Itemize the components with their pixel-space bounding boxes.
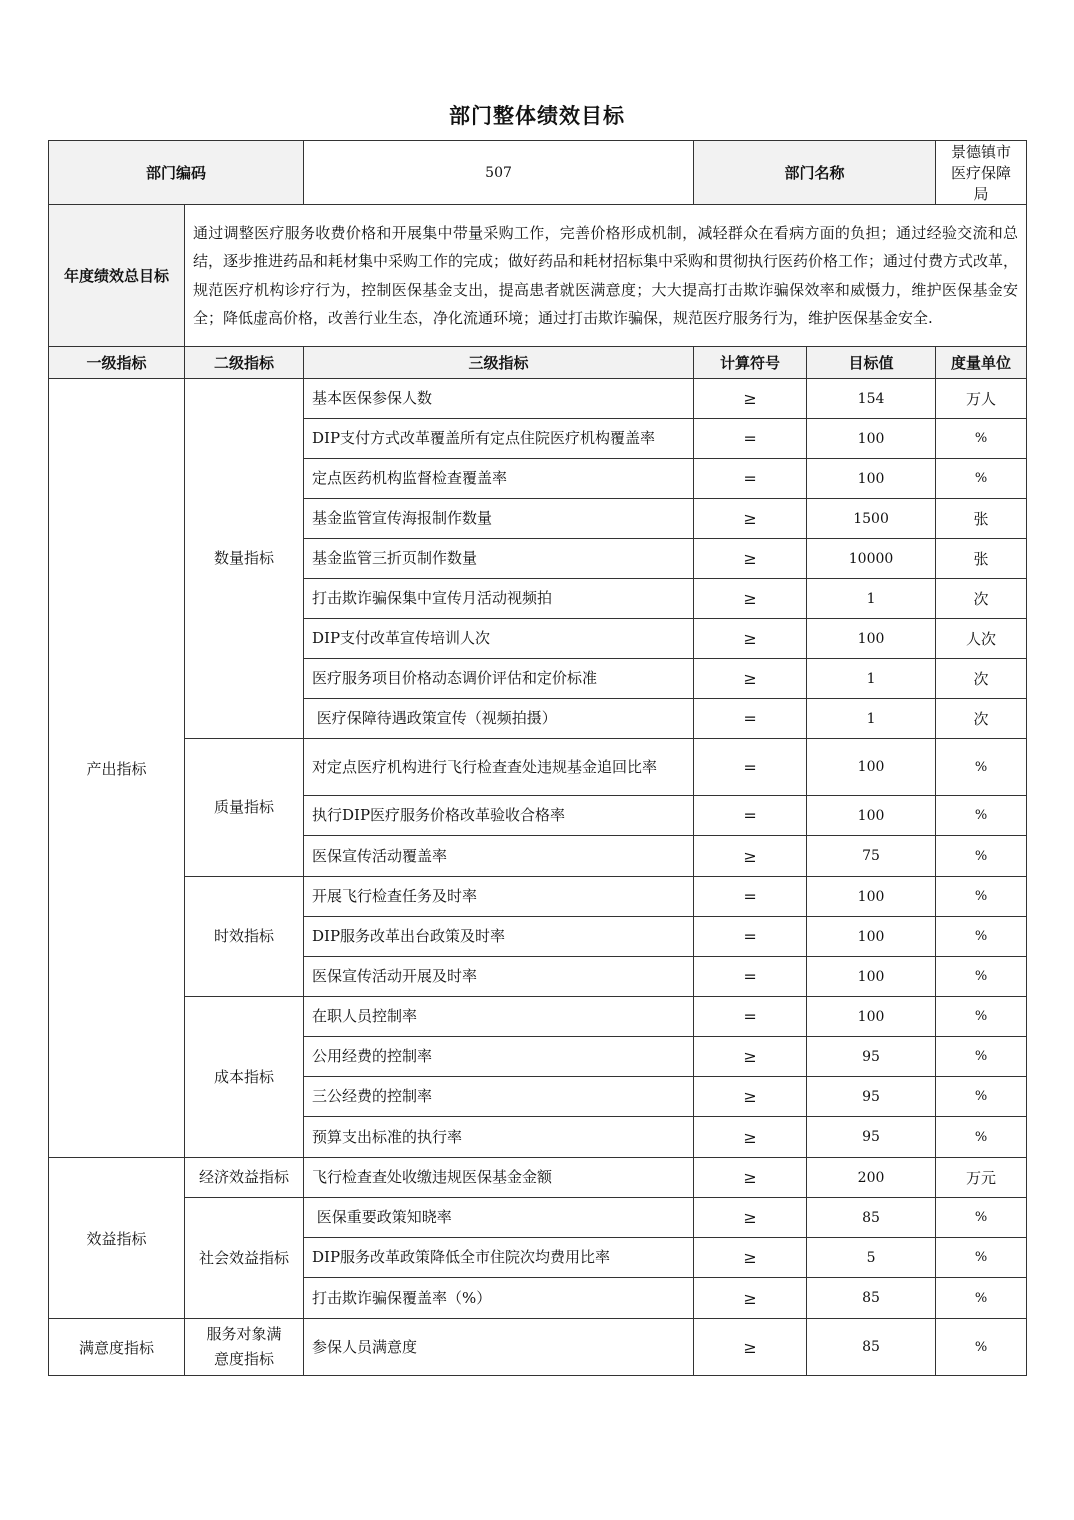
unit-cell: %	[936, 1117, 1027, 1158]
level3-cell: 打击欺诈骗保覆盖率（%）	[304, 1278, 694, 1319]
unit-cell: %	[936, 796, 1027, 836]
annual-goal-text: 通过调整医疗服务收费价格和开展集中带量采购工作，完善价格形成机制，减轻群众在看病方面的负担；通过经验交流和总结，逐步推进药品和耗材集中采购工作的完成；做好药品和耗材招标集中采购和贯彻执行医药价格工作；通过付费方式改革，规范医疗机构诊疗行为，控制医保基金支出，提高患者就医满意度；大大提高打击欺诈骗保效率和威慑力，维护医保基金安全；降低虚高价格，改善行业生态，净化流通环境；通过打击欺诈骗保，规范医疗服务行为，维护医保基金安全.	[185, 205, 1027, 347]
target-value-cell: 100	[807, 917, 936, 957]
col-level2-header: 二级指标	[185, 347, 304, 379]
level3-cell: 公用经费的控制率	[304, 1037, 694, 1077]
level1-cell: 满意度指标	[49, 1319, 185, 1376]
level3-cell: DIP支付改革宣传培训人次	[304, 619, 694, 659]
operator-cell: ≥	[694, 1278, 807, 1319]
dept-name-label: 部门名称	[694, 141, 936, 205]
unit-cell: %	[936, 917, 1027, 957]
col-target-header: 目标值	[807, 347, 936, 379]
target-value-cell: 1	[807, 659, 936, 699]
operator-cell: ≥	[694, 539, 807, 579]
operator-cell: =	[694, 796, 807, 836]
target-value-cell: 100	[807, 796, 936, 836]
unit-cell: %	[936, 1238, 1027, 1278]
operator-cell: ≥	[694, 1158, 807, 1198]
level3-cell: 医疗服务项目价格动态调价评估和定价标准	[304, 659, 694, 699]
unit-cell: %	[936, 419, 1027, 459]
target-value-cell: 1500	[807, 499, 936, 539]
level2-cell: 经济效益指标	[185, 1158, 304, 1198]
level3-cell: DIP服务改革政策降低全市住院次均费用比率	[304, 1238, 694, 1278]
target-value-cell: 5	[807, 1238, 936, 1278]
level3-cell: 对定点医疗机构进行飞行检查查处违规基金追回比率	[304, 739, 694, 796]
operator-cell: ≥	[694, 1238, 807, 1278]
page-title: 部门整体绩效目标	[449, 104, 625, 128]
operator-cell: =	[694, 997, 807, 1037]
target-value-cell: 85	[807, 1198, 936, 1238]
level2-cell: 社会效益指标	[185, 1198, 304, 1319]
level3-cell: 基金监管三折页制作数量	[304, 539, 694, 579]
operator-cell: ≥	[694, 1077, 807, 1117]
unit-cell: %	[936, 1278, 1027, 1319]
target-value-cell: 100	[807, 419, 936, 459]
target-value-cell: 100	[807, 739, 936, 796]
table-row	[49, 1158, 1027, 1198]
target-value-cell: 100	[807, 997, 936, 1037]
target-value-cell: 95	[807, 1077, 936, 1117]
col-level3-header: 三级指标	[304, 347, 694, 379]
unit-cell: 张	[936, 539, 1027, 579]
level3-cell: 飞行检查查处收缴违规医保基金金额	[304, 1158, 694, 1198]
level3-cell: 医保重要政策知晓率	[304, 1198, 694, 1238]
level1-cell: 效益指标	[49, 1158, 185, 1319]
col-level1-header: 一级指标	[49, 347, 185, 379]
operator-cell: ≥	[694, 1198, 807, 1238]
target-value-cell: 200	[807, 1158, 936, 1198]
level1-cell: 产出指标	[49, 379, 185, 1158]
table-row	[49, 877, 1027, 917]
table-row	[49, 1198, 1027, 1238]
col-unit-header: 度量单位	[936, 347, 1027, 379]
unit-cell: %	[936, 877, 1027, 917]
level3-cell: DIP支付方式改革覆盖所有定点住院医疗机构覆盖率	[304, 419, 694, 459]
annual-goal-label: 年度绩效总目标	[49, 205, 185, 347]
level2-cell: 时效指标	[185, 877, 304, 997]
unit-cell: %	[936, 459, 1027, 499]
operator-cell: =	[694, 699, 807, 739]
unit-cell: 人次	[936, 619, 1027, 659]
annual-goal-row	[49, 205, 1027, 347]
operator-cell: =	[694, 419, 807, 459]
table-row	[49, 1319, 1027, 1376]
col-operator-header: 计算符号	[694, 347, 807, 379]
level3-cell: 执行DIP医疗服务价格改革验收合格率	[304, 796, 694, 836]
dept-code-value: 507	[304, 141, 694, 205]
level3-cell: 基金监管宣传海报制作数量	[304, 499, 694, 539]
operator-cell: ≥	[694, 619, 807, 659]
target-value-cell: 100	[807, 957, 936, 997]
dept-name-value: 景德镇市医疗保障局	[936, 141, 1027, 205]
performance-table	[48, 140, 1027, 1376]
table-row	[49, 379, 1027, 419]
target-value-cell: 1	[807, 579, 936, 619]
unit-cell: %	[936, 1037, 1027, 1077]
unit-cell: %	[936, 1198, 1027, 1238]
operator-cell: =	[694, 739, 807, 796]
table-row	[49, 739, 1027, 796]
operator-cell: =	[694, 957, 807, 997]
level3-cell: 预算支出标准的执行率	[304, 1117, 694, 1158]
level3-cell: 三公经费的控制率	[304, 1077, 694, 1117]
operator-cell: ≥	[694, 659, 807, 699]
operator-cell: ≥	[694, 1319, 807, 1376]
unit-cell: %	[936, 1319, 1027, 1376]
level3-cell: DIP服务改革出台政策及时率	[304, 917, 694, 957]
dept-code-label: 部门编码	[49, 141, 304, 205]
unit-cell: 万元	[936, 1158, 1027, 1198]
target-value-cell: 100	[807, 619, 936, 659]
target-value-cell: 85	[807, 1278, 936, 1319]
level3-cell: 医保宣传活动开展及时率	[304, 957, 694, 997]
operator-cell: ≥	[694, 579, 807, 619]
unit-cell: 次	[936, 699, 1027, 739]
column-header-row	[49, 347, 1027, 379]
level2-cell: 数量指标	[185, 379, 304, 739]
unit-cell: %	[936, 739, 1027, 796]
level3-cell: 医保宣传活动覆盖率	[304, 836, 694, 877]
level2-cell: 服务对象满意度指标	[185, 1319, 304, 1376]
level3-cell: 基本医保参保人数	[304, 379, 694, 419]
level3-cell: 在职人员控制率	[304, 997, 694, 1037]
level3-cell: 开展飞行检查任务及时率	[304, 877, 694, 917]
level3-cell: 医疗保障待遇政策宣传（视频拍摄）	[304, 699, 694, 739]
unit-cell: %	[936, 1077, 1027, 1117]
target-value-cell: 10000	[807, 539, 936, 579]
unit-cell: 张	[936, 499, 1027, 539]
unit-cell: %	[936, 957, 1027, 997]
operator-cell: ≥	[694, 499, 807, 539]
level3-cell: 参保人员满意度	[304, 1319, 694, 1376]
operator-cell: ≥	[694, 836, 807, 877]
level3-cell: 打击欺诈骗保集中宣传月活动视频拍	[304, 579, 694, 619]
target-value-cell: 100	[807, 459, 936, 499]
unit-cell: 万人	[936, 379, 1027, 419]
level2-cell: 质量指标	[185, 739, 304, 877]
target-value-cell: 75	[807, 836, 936, 877]
operator-cell: =	[694, 917, 807, 957]
target-value-cell: 154	[807, 379, 936, 419]
target-value-cell: 95	[807, 1037, 936, 1077]
target-value-cell: 85	[807, 1319, 936, 1376]
target-value-cell: 95	[807, 1117, 936, 1158]
operator-cell: =	[694, 877, 807, 917]
operator-cell: ≥	[694, 379, 807, 419]
header-row	[49, 141, 1027, 205]
table-row	[49, 997, 1027, 1037]
target-value-cell: 100	[807, 877, 936, 917]
level2-cell: 成本指标	[185, 997, 304, 1158]
target-value-cell: 1	[807, 699, 936, 739]
unit-cell: 次	[936, 659, 1027, 699]
unit-cell: %	[936, 836, 1027, 877]
operator-cell: =	[694, 459, 807, 499]
operator-cell: ≥	[694, 1117, 807, 1158]
level3-cell: 定点医药机构监督检查覆盖率	[304, 459, 694, 499]
operator-cell: ≥	[694, 1037, 807, 1077]
unit-cell: %	[936, 997, 1027, 1037]
unit-cell: 次	[936, 579, 1027, 619]
